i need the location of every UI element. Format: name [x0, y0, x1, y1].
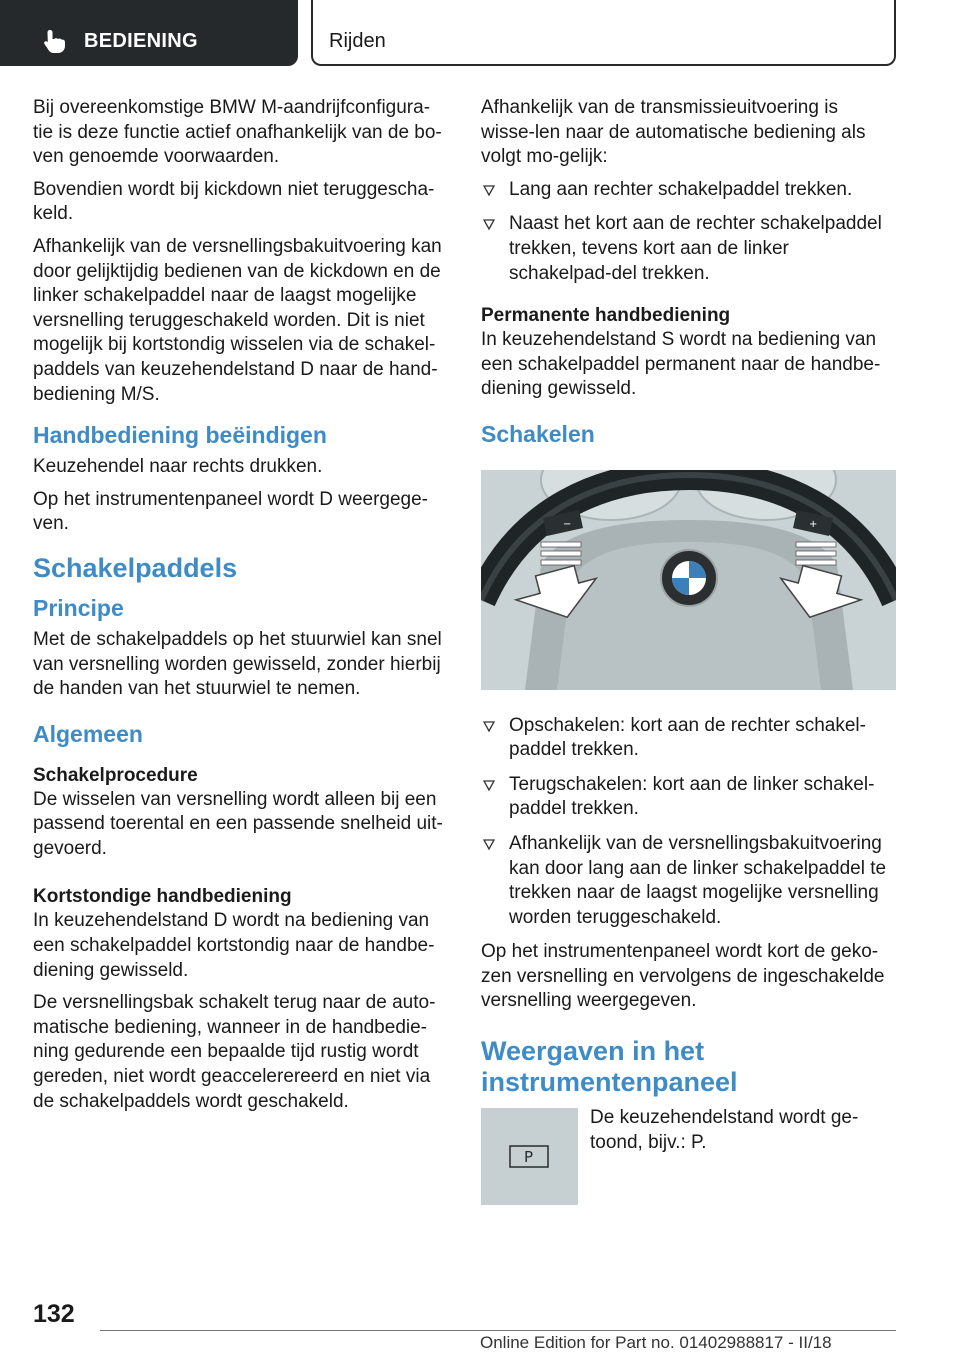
- list-item: Naast het kort aan de rechter schakelpaddel trekken, tevens kort aan de linker schakelpad-del trekken.: [481, 212, 896, 286]
- section-tab: [0, 0, 298, 66]
- paragraph: Met de schakelpaddels op het stuurwiel kan snel van versnelling worden gewisseld, zonder hierbij de handen van het stuurwiel te nemen.: [33, 628, 442, 700]
- steering-wheel-illustration: [481, 470, 896, 690]
- display-example: [481, 1108, 896, 1208]
- paragraph: Op het instrumentenpaneel wordt kort de geko-zen versnelling en vervolgens de ingeschakelde versnelling weergegeven.: [481, 941, 885, 1012]
- edition-note: Online Edition for Part no. 01402988817 - II/18: [480, 1333, 832, 1352]
- triangle-bullet-icon: [483, 721, 495, 733]
- paragraph: De versnellingsbak schakelt terug naar de auto-matische bediening, wanneer in de handbedie-ning gedurende een bepaalde tijd rustig wordt gereden, niet wordt geaccelerereerd en niet via de schakelpaddels wordt geschakeld.: [33, 992, 436, 1112]
- heading-short-manual: Kortstondige handbediening: [33, 886, 292, 908]
- bullet-list: [481, 714, 896, 931]
- paragraph: De wisselen van versnelling wordt alleen bij een passend toerental en een passende snelheid uit-gevoerd.: [33, 788, 443, 859]
- list-item: Opschakelen: kort aan de rechter schakel-paddel trekken.: [481, 714, 896, 763]
- section-title: BEDIENING: [84, 30, 198, 52]
- paragraph: Bovendien wordt bij kickdown niet teruggescha-keld.: [33, 178, 435, 225]
- heading-shift-paddles: Schakelpaddels: [33, 552, 238, 583]
- heading-end-manual: Handbediening beëindigen: [33, 422, 327, 449]
- right-column: [481, 96, 896, 1208]
- paragraph: De keuzehendelstand wordt ge-toond, bijv.: P.: [590, 1107, 859, 1153]
- heading-shift-procedure: Schakelprocedure: [33, 764, 198, 786]
- display-image: [481, 1108, 578, 1205]
- page-number: 132: [33, 1300, 75, 1328]
- chapter-box: [311, 0, 896, 66]
- paragraph: Op het instrumentenpaneel wordt D weergege-ven.: [33, 488, 429, 535]
- paragraph: Afhankelijk van de transmissieuitvoering is wisse-len naar de automatische bediening als volgt mo-gelijk:: [481, 97, 866, 168]
- display-letter: P: [524, 1148, 534, 1167]
- triangle-bullet-icon: [483, 839, 495, 851]
- heading-principle: Principe: [33, 594, 124, 621]
- triangle-bullet-icon: [483, 219, 495, 231]
- paragraph: Afhankelijk van de versnellingsbakuitvoering kan door gelijktijdig bedienen van de kickdown en de linker schakelpaddel naar de laagst mogelijke versnelling teruggeschakeld worden. Dit is niet mogelijk bij kortstondig wisselen via de schakel-paddels van keuzehendelstand D naar de hand-bediening M/S.: [33, 235, 442, 405]
- chapter-title: Rijden: [329, 30, 386, 52]
- heading-general: Algemeen: [33, 720, 143, 747]
- heading-permanent-manual: Permanente handbediening: [481, 305, 731, 327]
- left-column: [33, 96, 443, 1122]
- paragraph: Bij overeenkomstige BMW M-aandrijfconfigura-tie is deze functie actief onafhankelijk van de bo-ven genoemde voorwaarden.: [33, 97, 442, 168]
- paragraph: In keuzehendelstand S wordt na bediening van een schakelpaddel permanent naar de handbe-diening gewisseld.: [481, 329, 881, 400]
- footer-divider: [100, 1330, 896, 1331]
- list-item: Terugschakelen: kort aan de linker schakel-paddel trekken.: [481, 773, 896, 822]
- page-header: [0, 0, 960, 66]
- bullet-list: [481, 178, 896, 286]
- triangle-bullet-icon: [483, 185, 495, 197]
- paragraph: Keuzehendel naar rechts drukken.: [33, 456, 323, 478]
- list-item: Lang aan rechter schakelpaddel trekken.: [481, 178, 896, 203]
- triangle-bullet-icon: [483, 780, 495, 792]
- gear-display-icon: [481, 1108, 578, 1205]
- list-item: Afhankelijk van de versnellingsbakuitvoering kan door lang aan de linker schakelpaddel te trekken naar de laagst mogelijke versnelling worden teruggeschakeld.: [481, 832, 896, 930]
- paddle-minus-label: −: [563, 518, 572, 530]
- heading-shifting: Schakelen: [481, 420, 595, 447]
- paddle-plus-label: +: [809, 518, 818, 530]
- heading-displays: Weergaven in het instrumentenpaneel: [481, 1036, 738, 1098]
- hand-pointer-icon: [42, 28, 68, 54]
- paragraph: In keuzehendelstand D wordt na bediening van een schakelpaddel kortstondig naar de handbe-diening gewisseld.: [33, 910, 435, 981]
